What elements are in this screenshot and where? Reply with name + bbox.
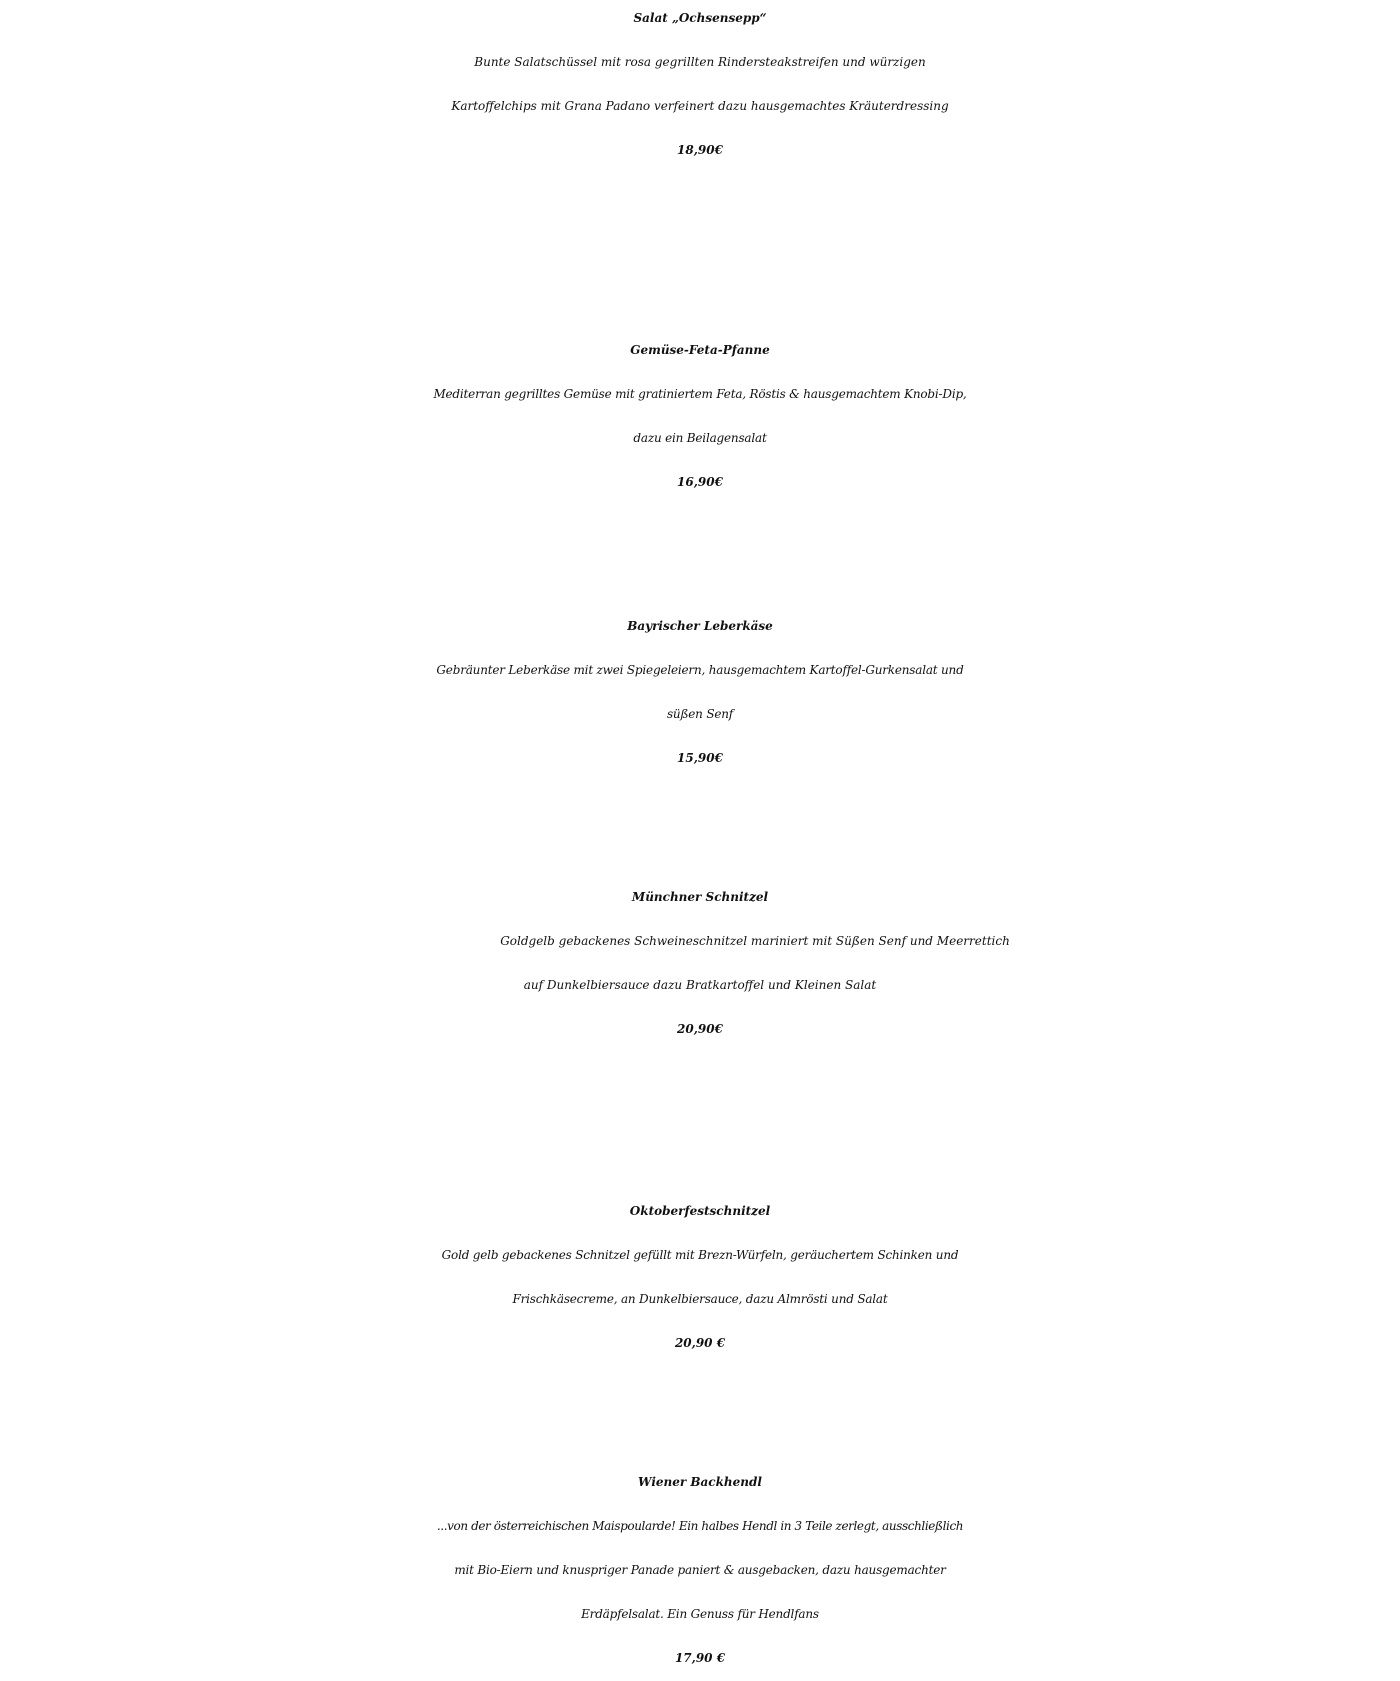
dish-bayrischer-leberkaese [0, 604, 1400, 780]
dish-gemuese-feta-pfanne [0, 328, 1400, 504]
dish-title: Gemüse-Feta-Pfanne [630, 343, 770, 357]
dish-title: Münchner Schnitzel [631, 890, 769, 904]
dish-price: 20,90 € [674, 1336, 726, 1350]
dish-price: 17,90 € [674, 1651, 726, 1665]
dish-description-line: dazu ein Beilagensalat [633, 431, 767, 445]
dish-title: Oktoberfestschnitzel [629, 1204, 771, 1218]
dish-price: 16,90€ [677, 475, 723, 489]
dish-description-line: Erdäpfelsalat. Ein Genuss für Hendlfans [581, 1607, 819, 1621]
dish-price: 15,90€ [677, 751, 723, 765]
dish-description-line: Gold gelb gebackenes Schnitzel gefüllt mit Brezn-Würfeln, geräuchertem Schinken und [441, 1248, 959, 1262]
dish-oktoberfestschnitzel [0, 1189, 1400, 1365]
dish-muenchner-schnitzel [0, 875, 1400, 1051]
dish-description-line: Goldgelb gebackenes Schweineschnitzel mariniert mit Süßen Senf und Meerrettich [500, 934, 1010, 948]
dish-description-line: auf Dunkelbiersauce dazu Bratkartoffel und Kleinen Salat [523, 978, 877, 992]
dish-description-line: Kartoffelchips mit Grana Padano verfeinert dazu hausgemachtes Kräuterdressing [451, 99, 949, 113]
dish-price: 18,90€ [677, 143, 723, 157]
dish-description-line: Mediterran gegrilltes Gemüse mit gratiniertem Feta, Röstis & hausgemachtem Knobi-Dip, [433, 387, 967, 401]
dish-description-line: mit Bio-Eiern und knuspriger Panade paniert & ausgebacken, dazu hausgemachter [454, 1563, 946, 1577]
dish-title: Salat „Ochsensepp“ [633, 11, 767, 25]
dish-title: Bayrischer Leberkäse [627, 619, 773, 633]
dish-description-line: Frischkäsecreme, an Dunkelbiersauce, dazu Almrösti und Salat [512, 1292, 888, 1306]
dish-wiener-backhendl [0, 1460, 1400, 1680]
dish-description-line: ...von der österreichischen Maispoularde! Ein halbes Hendl in 3 Teile zerlegt, ausschließlich [436, 1519, 964, 1533]
dish-description-line: süßen Senf [666, 707, 734, 721]
dish-description-line: Bunte Salatschüssel mit rosa gegrillten Rindersteakstreifen und würzigen [474, 55, 926, 69]
dish-salat-ochsensepp [0, 0, 1400, 172]
dish-title: Wiener Backhendl [638, 1475, 762, 1489]
dish-description-line: Gebräunter Leberkäse mit zwei Spiegeleiern, hausgemachtem Kartoffel-Gurkensalat und [436, 663, 964, 677]
dish-price: 20,90€ [677, 1022, 723, 1036]
